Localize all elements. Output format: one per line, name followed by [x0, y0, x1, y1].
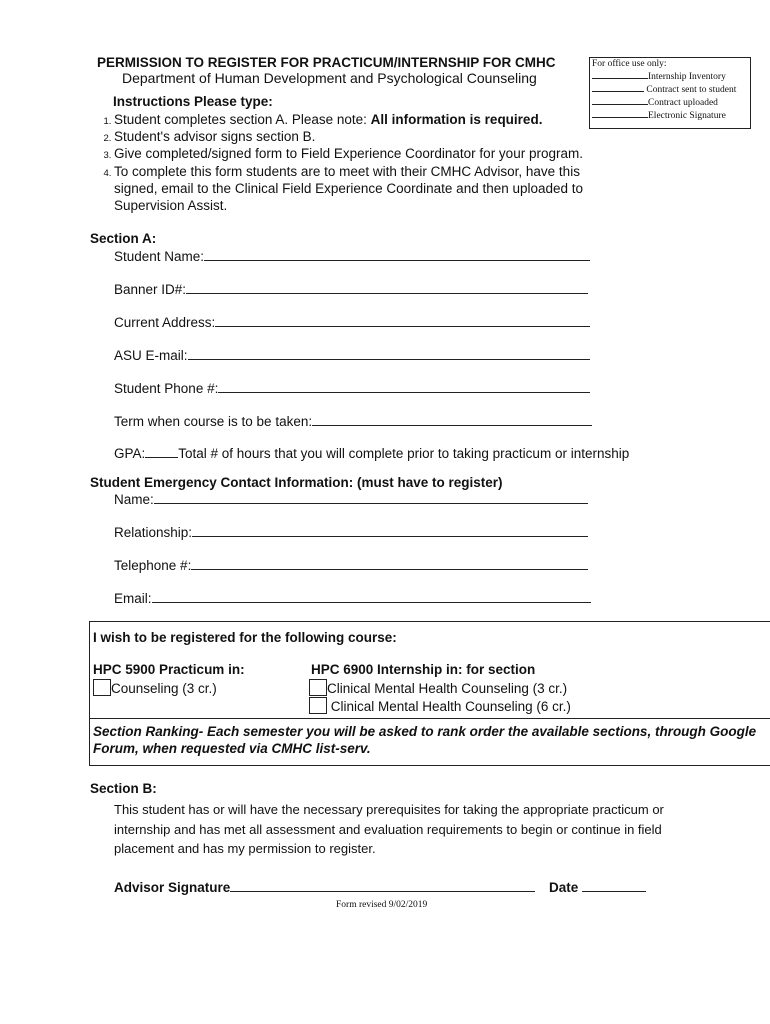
course-heading: I wish to be registered for the following course: [93, 630, 397, 645]
instructions-list [97, 111, 609, 214]
form-title: PERMISSION TO REGISTER FOR PRACTICUM/INTERNSHIP FOR CMHC [97, 55, 556, 70]
gpa-input[interactable] [145, 457, 178, 458]
hours-label: Total # of hours that you will complete prior to taking practicum or internship [178, 446, 630, 461]
instruction-item: 3. Give completed/signed form to Field Experience Coordinator for your program. [114, 145, 609, 162]
instructions-heading: Instructions Please type: [113, 94, 273, 109]
advisor-signature-label: Advisor Signature [114, 880, 231, 895]
internship-3cr-checkbox[interactable] [309, 679, 327, 696]
form-revised-note: Form revised 9/02/2019 [336, 900, 428, 910]
internship-option-3cr: Clinical Mental Health Counseling (3 cr.) [309, 679, 567, 696]
instruction-item: 1. Student completes section A. Please note: All information is required. [114, 111, 594, 128]
advisor-signature-row [114, 880, 646, 895]
section-a-heading: Section A: [90, 231, 157, 246]
emergency-telephone-field[interactable]: Telephone #: [114, 556, 588, 573]
instruction-item: 2. Student's advisor signs section B. [114, 128, 609, 145]
student-name-field[interactable]: Student Name: [114, 247, 590, 264]
office-blank[interactable] [592, 78, 648, 79]
current-address-field[interactable]: Current Address: [114, 313, 590, 330]
section-b-heading: Section B: [90, 781, 157, 796]
office-item-internship-inventory: Internship Inventory [592, 72, 726, 82]
advisor-statement: This student has or will have the necessary prerequisites for taking the appropriate practicum or internship and has met all assessment and evaluation requirements to begin or continue in field placement and has my permission to register. [114, 802, 664, 856]
office-blank[interactable] [592, 104, 648, 105]
emergency-contact-heading: Student Emergency Contact Information: (must have to register) [90, 475, 503, 490]
date-label: Date [549, 880, 579, 895]
gpa-row [114, 446, 629, 461]
practicum-heading: HPC 5900 Practicum in: [93, 662, 245, 677]
asu-email-field[interactable]: ASU E-mail: [114, 346, 590, 363]
practicum-checkbox[interactable] [93, 679, 111, 696]
emergency-email-field[interactable]: Email: [114, 589, 591, 606]
department-name: Department of Human Development and Psychological Counseling [122, 70, 537, 86]
emergency-relationship-field[interactable]: Relationship: [114, 523, 588, 540]
practicum-option: Counseling (3 cr.) [93, 679, 217, 696]
office-use-box [589, 57, 751, 129]
office-item-electronic-signature: Electronic Signature [592, 111, 726, 121]
advisor-signature-line[interactable] [230, 891, 535, 892]
section-ranking-note: Section Ranking- Each semester you will be asked to rank order the available sections, through Google Forum, when requested via CMHC list-serv. [93, 724, 757, 756]
emergency-name-field[interactable]: Name: [114, 490, 588, 507]
internship-option-6cr: Clinical Mental Health Counseling (6 cr.) [309, 697, 571, 714]
office-item-contract-uploaded: Contract uploaded [592, 98, 718, 108]
instruction-item: 4. To complete this form students are to meet with their CMHC Advisor, have this signed, email to the Clinical Field Experience Coordinate and then uploaded to Supervision Assist. [114, 163, 609, 215]
term-field[interactable]: Term when course is to be taken: [114, 412, 592, 429]
office-use-heading: For office use only: [592, 59, 667, 69]
gpa-label: GPA: [114, 446, 146, 461]
office-item-contract-sent: Contract sent to student [592, 85, 736, 95]
student-phone-field[interactable]: Student Phone #: [114, 379, 590, 396]
box-divider [89, 718, 770, 719]
internship-heading: HPC 6900 Internship in: for section [311, 662, 536, 677]
internship-6cr-checkbox[interactable] [309, 697, 327, 714]
date-line[interactable] [582, 891, 646, 892]
office-blank[interactable] [592, 91, 644, 92]
banner-id-field[interactable]: Banner ID#: [114, 280, 588, 297]
